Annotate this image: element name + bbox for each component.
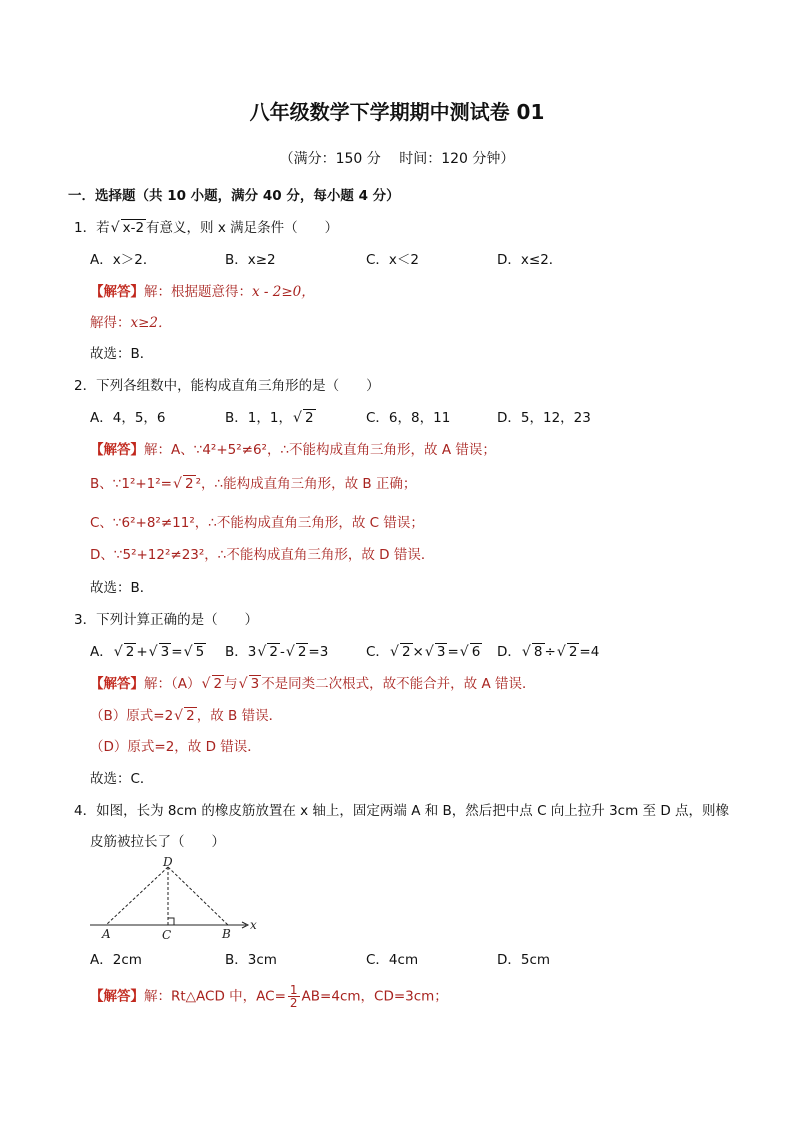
q1-choice: 故选：B． <box>90 346 154 362</box>
q4-option-a: A．2cm <box>90 952 142 968</box>
q3-solution-d: （D）原式=2，故 D 错误． <box>90 739 261 755</box>
question-4-stem-line-2: 皮筋被拉长了（ ） <box>90 834 225 850</box>
q2-solution-a: 【解答】解：A、∵4²+5²≠6²，∴不能构成直角三角形，故 A 错误； <box>90 442 496 458</box>
q1-option-b: B．x≥2 <box>225 252 276 268</box>
label-a: A <box>102 927 111 941</box>
q3-option-b: B．3 √ 2 - √ 2 =3 <box>225 644 329 660</box>
q3-solution-a: 【解答】解：（A） √ 2 与 √ 3 不是同类二次根式，故不能合并，故 A 错误． <box>90 676 536 692</box>
q2-option-a: A．4，5，6 <box>90 410 166 426</box>
rubber-band-figure <box>86 855 276 945</box>
q2-solution-c: C、∵6²+8²≠11²，∴不能构成直角三角形，故 C 错误； <box>90 515 424 531</box>
exam-info: （满分：150 分 时间：120 分钟） <box>279 151 515 167</box>
q2-option-c: C．6，8，11 <box>366 410 451 426</box>
question-1-stem: 1．若 √ x-2 有意义，则 x 满足条件（ ） <box>74 220 339 236</box>
right-angle-mark <box>168 918 174 925</box>
label-d: D <box>163 855 173 869</box>
q3-option-c: C． √ 2 × √ 3 = √ 6 <box>366 644 481 660</box>
q1-option-c: C．x＜2 <box>366 252 420 268</box>
segment-db <box>168 867 228 925</box>
q1-solution-line-1: 【解答】解：根据题意得：x - 2≥0， <box>90 284 315 300</box>
q4-option-c: C．4cm <box>366 952 419 968</box>
sqrt-symbol: √ x-2 <box>110 220 145 236</box>
fraction-one-half: $\frac{1}{2}$ <box>289 983 298 1010</box>
q3-option-a: A． √ 2 + √ 3 = √ 5 <box>90 644 205 660</box>
q1-option-a: A．x＞2． <box>90 252 157 268</box>
q4-option-d: D．5cm <box>497 952 551 968</box>
label-b: B <box>222 927 231 941</box>
label-c: C <box>162 928 172 942</box>
q2-solution-d: D、∵5²+12²≠23²，∴不能构成直角三角形，故 D 错误． <box>90 547 435 563</box>
section-heading: 一．选择题（共 10 小题，满分 40 分，每小题 4 分） <box>68 188 400 204</box>
question-2-stem: 2．下列各组数中，能构成直角三角形的是（ ） <box>74 378 380 394</box>
q2-choice: 故选：B． <box>90 580 154 596</box>
q3-option-d: D． √ 8 ÷ √ 2 =4 <box>497 644 600 660</box>
q2-option-b: B．1，1， √ 2 <box>225 410 314 426</box>
label-x-axis: x <box>250 918 257 932</box>
question-4-stem-line-1: 4．如图，长为 8cm 的橡皮筋放置在 x 轴上，固定两端 A 和 B，然后把中点 C 向上拉升 3cm 至 D 点，则橡 <box>74 803 730 819</box>
q2-option-d: D．5，12，23 <box>497 410 591 426</box>
q3-choice: 故选：C． <box>90 771 154 787</box>
q4-option-b: B．3cm <box>225 952 277 968</box>
segment-da <box>106 867 168 925</box>
question-3-stem: 3．下列计算正确的是（ ） <box>74 612 259 628</box>
q4-solution-line-1: 【解答】解：Rt△ACD 中，AC= $\frac{1}{2}$ AB=4cm，CD=3cm； <box>90 983 448 1010</box>
q3-solution-b: （B）原式=2 √ 2 ，故 B 错误． <box>90 708 283 724</box>
page-title: 八年级数学下学期期中测试卷 01 <box>249 100 545 124</box>
q1-option-d: D．x≤2． <box>497 252 563 268</box>
q1-solution-line-2: 解得：x≥2． <box>90 315 172 331</box>
q2-solution-b: B、∵1²+1²= √ 2 ²，∴能构成直角三角形，故 B 正确； <box>90 476 417 492</box>
